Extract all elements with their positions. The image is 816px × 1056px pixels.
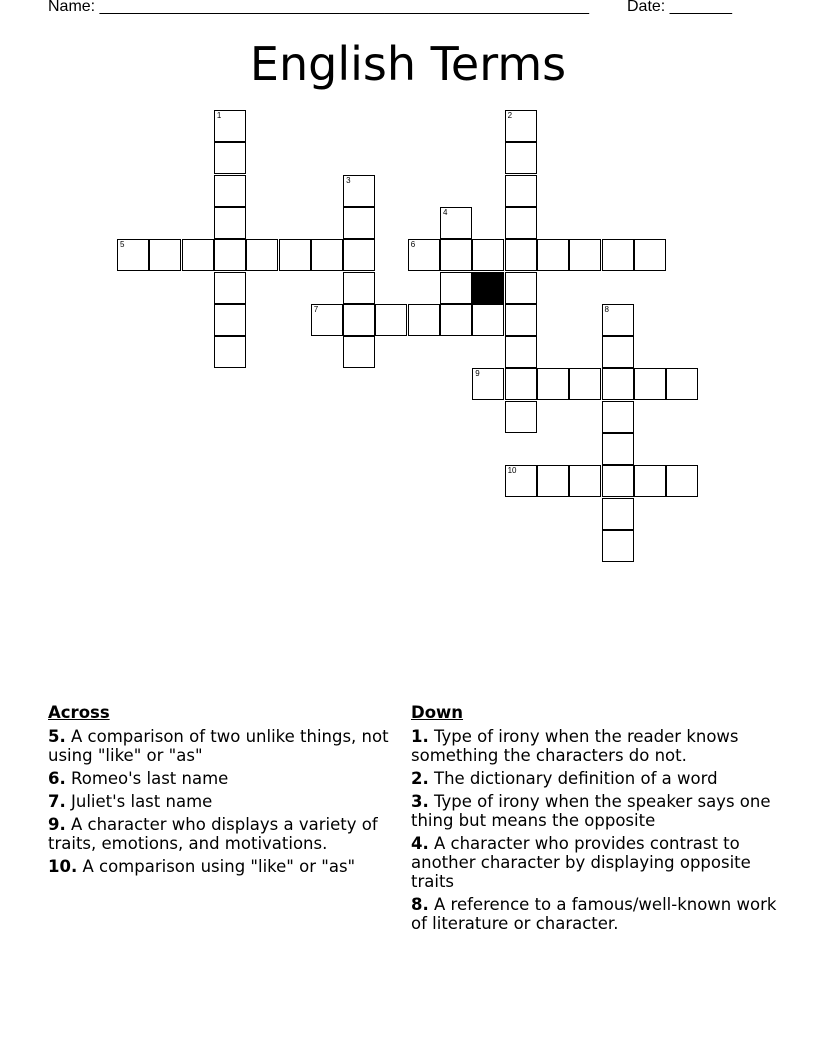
- across-clue-5: [48, 727, 393, 765]
- grid-cell[interactable]: [505, 110, 537, 142]
- clue-text: A reference to a famous/well-known work of literature or character.: [411, 895, 777, 933]
- grid-cell[interactable]: [505, 336, 537, 368]
- grid-cell[interactable]: [149, 239, 181, 271]
- grid-cell[interactable]: [634, 368, 666, 400]
- grid-cell[interactable]: [505, 239, 537, 271]
- grid-cell[interactable]: [182, 239, 214, 271]
- across-clues: [48, 703, 393, 880]
- clue-text: Type of irony when the speaker says one thing but means the opposite: [411, 792, 771, 830]
- cell-number: 6: [410, 240, 416, 250]
- grid-cell[interactable]: [279, 239, 311, 271]
- grid-cell[interactable]: [375, 304, 407, 336]
- clue-number: 2.: [411, 769, 429, 788]
- grid-cell[interactable]: [408, 239, 440, 271]
- grid-cell[interactable]: [505, 207, 537, 239]
- grid-cell[interactable]: [343, 272, 375, 304]
- grid-cell[interactable]: [602, 401, 634, 433]
- grid-cell[interactable]: [117, 239, 149, 271]
- date-field[interactable]: Date: _______: [627, 0, 732, 15]
- cell-number: 8: [604, 304, 609, 314]
- grid-cell[interactable]: [311, 304, 343, 336]
- across-clue-9: [48, 815, 393, 853]
- grid-cell[interactable]: [440, 304, 472, 336]
- grid-cell[interactable]: [634, 465, 666, 497]
- across-clue-10: [48, 857, 393, 876]
- clue-number: 6.: [48, 769, 66, 788]
- clue-number: 9.: [48, 815, 66, 834]
- clue-text: The dictionary definition of a word: [434, 769, 718, 788]
- grid-cell[interactable]: [634, 239, 666, 271]
- clue-text: Juliet's last name: [71, 792, 213, 811]
- grid-cell[interactable]: [343, 239, 375, 271]
- down-heading: Down: [411, 703, 464, 722]
- across-clue-6: [48, 769, 393, 788]
- across-heading: Across: [48, 703, 110, 722]
- clue-number: 7.: [48, 792, 66, 811]
- grid-cell[interactable]: [505, 465, 537, 497]
- clue-number: 4.: [411, 834, 429, 853]
- grid-cell[interactable]: [505, 304, 537, 336]
- clue-number: 1.: [411, 727, 429, 746]
- grid-cell[interactable]: [569, 465, 601, 497]
- grid-cell[interactable]: [408, 304, 440, 336]
- grid-cell[interactable]: [440, 272, 472, 304]
- clue-text: Type of irony when the reader knows something the characters do not.: [411, 727, 739, 765]
- grid-cell[interactable]: [537, 465, 569, 497]
- grid-cell[interactable]: [569, 368, 601, 400]
- grid-cell[interactable]: [505, 272, 537, 304]
- page-title: English Terms: [249, 37, 567, 91]
- clue-text: A comparison using "like" or "as": [82, 857, 356, 876]
- cell-number: 2: [507, 111, 513, 120]
- clue-number: 8.: [411, 895, 429, 914]
- grid-cell[interactable]: [602, 433, 634, 465]
- grid-cell[interactable]: [602, 304, 634, 336]
- cell-number: 10: [507, 466, 517, 476]
- grid-cell[interactable]: [505, 175, 537, 207]
- across-clue-7: [48, 792, 393, 811]
- grid-cell[interactable]: [666, 368, 698, 400]
- grid-cell[interactable]: [602, 498, 634, 530]
- grid-cell[interactable]: [440, 239, 472, 271]
- grid-cell[interactable]: [472, 304, 504, 336]
- grid-cell[interactable]: [569, 239, 601, 271]
- grid-cell[interactable]: [602, 336, 634, 368]
- down-clues: [411, 703, 781, 937]
- grid-cell[interactable]: [343, 336, 375, 368]
- grid-block: [472, 272, 504, 304]
- grid-cell[interactable]: [666, 465, 698, 497]
- name-field[interactable]: Name: _______________________________________________________: [48, 0, 589, 15]
- grid-cell[interactable]: [311, 239, 343, 271]
- clue-text: A character who displays a variety of traits, emotions, and motivations.: [48, 815, 378, 853]
- cell-number: 3: [346, 175, 351, 185]
- header-row: [0, 0, 816, 20]
- grid-cell[interactable]: [343, 304, 375, 336]
- down-clue-4: [411, 834, 781, 891]
- cell-number: 5: [120, 240, 125, 250]
- down-clue-2: [411, 769, 781, 788]
- grid-cell[interactable]: [214, 110, 246, 142]
- down-clue-8: [411, 895, 781, 933]
- grid-cell[interactable]: [602, 239, 634, 271]
- clue-number: 3.: [411, 792, 429, 811]
- grid-cell[interactable]: [505, 142, 537, 174]
- cell-number: 9: [475, 369, 480, 379]
- cell-number: 4: [443, 207, 448, 217]
- grid-cell[interactable]: [343, 207, 375, 239]
- clue-text: A comparison of two unlike things, not using "like" or "as": [48, 727, 389, 765]
- grid-cell[interactable]: [602, 530, 634, 562]
- grid-cell[interactable]: [602, 465, 634, 497]
- grid-cell[interactable]: [440, 207, 472, 239]
- grid-cell[interactable]: [472, 368, 504, 400]
- grid-cell[interactable]: [246, 239, 278, 271]
- grid-cell[interactable]: [537, 239, 569, 271]
- grid-cell[interactable]: [537, 368, 569, 400]
- down-clue-3: [411, 792, 781, 830]
- grid-cell[interactable]: [472, 239, 504, 271]
- clue-number: 10.: [48, 857, 78, 876]
- grid-cell[interactable]: [214, 336, 246, 368]
- cell-number: 7: [313, 304, 319, 314]
- clue-number: 5.: [48, 727, 66, 746]
- clue-text: Romeo's last name: [71, 769, 229, 788]
- clue-text: A character who provides contrast to another character by displaying opposite traits: [411, 834, 751, 891]
- grid-cell[interactable]: [343, 175, 375, 207]
- grid-cell[interactable]: [214, 142, 246, 174]
- grid-cell[interactable]: [505, 368, 537, 400]
- down-clue-1: [411, 727, 781, 765]
- cell-number: 1: [216, 111, 222, 120]
- grid-cell[interactable]: [214, 175, 246, 207]
- grid-cell[interactable]: [505, 401, 537, 433]
- grid-cell[interactable]: [214, 272, 246, 304]
- grid-cell[interactable]: [602, 368, 634, 400]
- grid-cell[interactable]: [214, 239, 246, 271]
- grid-cell[interactable]: [214, 207, 246, 239]
- grid-cell[interactable]: [214, 304, 246, 336]
